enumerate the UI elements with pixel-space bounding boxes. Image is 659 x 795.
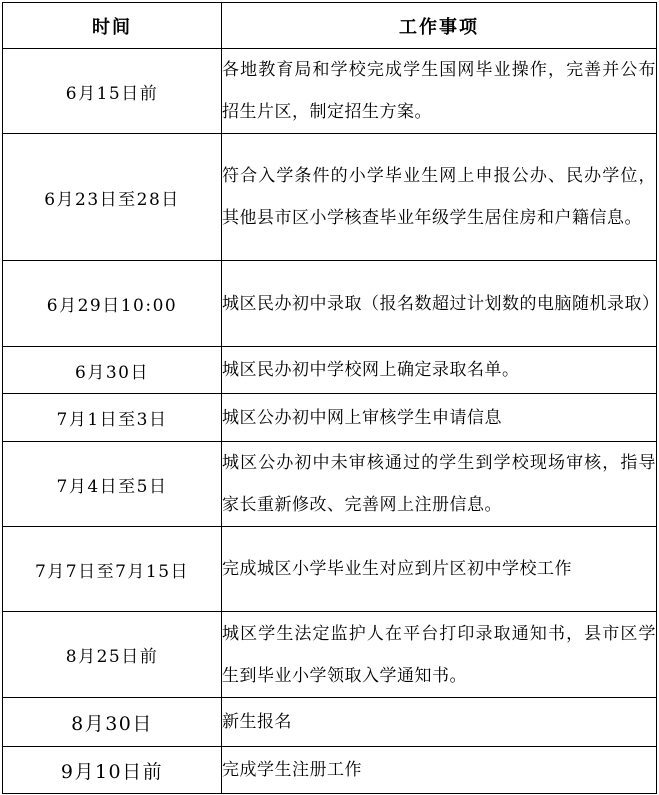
row-task: 各地教育局和学校完成学生国网毕业操作，完善并公布招生片区，制定招生方案。 bbox=[222, 49, 657, 134]
row-task: 完成城区小学毕业生对应到片区初中学校工作 bbox=[222, 527, 657, 612]
row-task: 城区公办初中未审核通过的学生到学校现场审核，指导家长重新修改、完善网上注册信息。 bbox=[222, 442, 657, 527]
table-row bbox=[3, 347, 657, 394]
row-time: 6月29日10:00 bbox=[3, 261, 222, 347]
row-task: 城区学生法定监护人在平台打印录取通知书，县市区学生到毕业小学领取入学通知书。 bbox=[222, 612, 657, 698]
table-row bbox=[3, 394, 657, 442]
table-row bbox=[3, 698, 657, 747]
row-time: 7月7日至7月15日 bbox=[3, 527, 222, 612]
table-row bbox=[3, 134, 657, 261]
table-row bbox=[3, 747, 657, 794]
row-time: 7月1日至3日 bbox=[3, 394, 222, 442]
row-time: 8月30日 bbox=[3, 698, 222, 747]
table-row bbox=[3, 442, 657, 527]
table-row bbox=[3, 49, 657, 134]
row-task: 新生报名 bbox=[222, 698, 657, 747]
row-time: 6月15日前 bbox=[3, 49, 222, 134]
header-task: 工作事项 bbox=[222, 3, 657, 49]
table-row bbox=[3, 612, 657, 698]
table-row bbox=[3, 527, 657, 612]
table-header-row bbox=[3, 3, 657, 49]
row-task: 城区公办初中网上审核学生申请信息 bbox=[222, 394, 657, 442]
row-time: 9月10日前 bbox=[3, 747, 222, 794]
header-time: 时间 bbox=[3, 3, 222, 49]
row-time: 6月30日 bbox=[3, 347, 222, 394]
table-row bbox=[3, 261, 657, 347]
schedule-table bbox=[2, 2, 657, 794]
row-task: 城区民办初中录取（报名数超过计划数的电脑随机录取） bbox=[222, 261, 657, 347]
row-task: 符合入学条件的小学毕业生网上申报公办、民办学位，其他县市区小学核查毕业年级学生居住房和户籍信息。 bbox=[222, 134, 657, 261]
row-time: 8月25日前 bbox=[3, 612, 222, 698]
row-task: 完成学生注册工作 bbox=[222, 747, 657, 794]
row-task: 城区民办初中学校网上确定录取名单。 bbox=[222, 347, 657, 394]
row-time: 7月4日至5日 bbox=[3, 442, 222, 527]
row-time: 6月23日至28日 bbox=[3, 134, 222, 261]
